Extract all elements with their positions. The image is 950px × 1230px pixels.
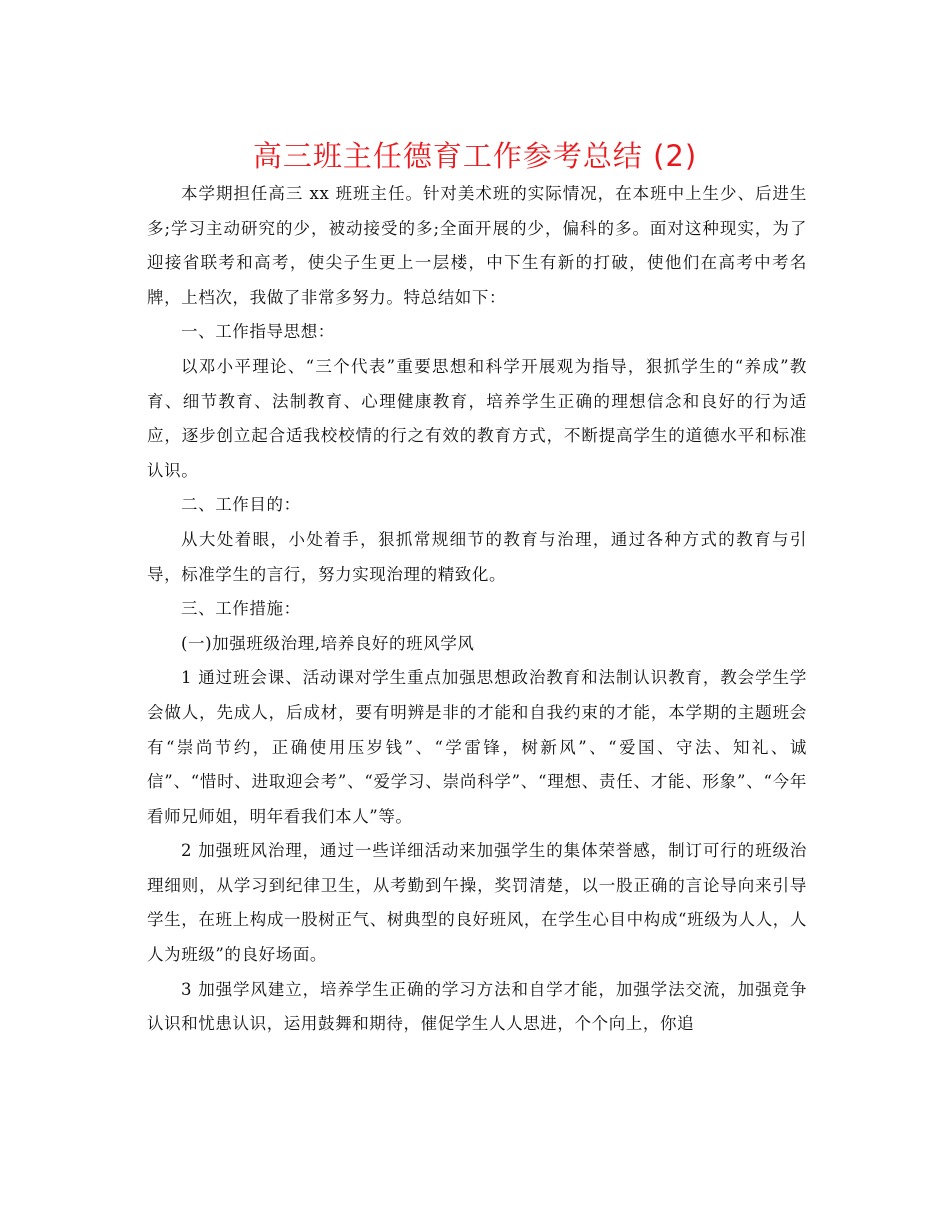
document-body [147,177,807,1042]
section-heading-guiding-ideas: 一、工作指导思想： [181,322,335,342]
document-title: 高三班主任德育工作参考总结 (2) [252,139,698,173]
measure-paragraph-2: 2 加强班风治理，通过一些详细活动来加强学生的集体荣誉感，制订可行的班级治理细则，从学习到纪律卫生，从考勤到午操，奖罚清楚，以一股正确的言论导向来引导学生，在班上构成一股树正气、树典型的良好班风，在学生心目中构成“班级为人人，人人为班级”的良好场面。 [147,841,807,965]
measure-paragraph-1: 1 通过班会课、活动课对学生重点加强思想政治教育和法制认识教育，教会学生学会做人，先成人，后成材，要有明辨是非的才能和自我约束的才能，本学期的主题班会有“崇尚节约，正确使用压岁钱”、“学雷锋，树新风”、“爱国、守法、知礼、诚信”、“惜时、进取迎会考”、“爱学习、崇尚科学”、“理想、责任、才能、形象”、“今年看师兄师姐，明年看我们本人”等。 [147,668,807,826]
subsection-heading-class-management: (一)加强班级治理,培养良好的班风学风 [181,633,475,653]
measure-paragraph-3: 3 加强学风建立，培养学生正确的学习方法和自学才能，加强学法交流，加强竞争认识和忧患认识，运用鼓舞和期待，催促学生人人思进，个个向上，你追 [147,979,807,1034]
intro-paragraph: 本学期担任高三 xx 班班主任。针对美术班的实际情况，在本班中上生少、后进生多;学习主动研究的少，被动接受的多;全面开展的少，偏科的多。面对这种现实，为了迎接省联考和高考，使尖子生更上一层楼，中下生有新的打破，使他们在高考中考名牌，上档次，我做了非常多努力。特总结如下： [147,184,807,307]
goals-paragraph: 从大处着眼，小处着手，狠抓常规细节的教育与治理，通过各种方式的教育与引导，标准学生的言行，努力实现治理的精致化。 [147,529,807,584]
section-heading-goals: 二、工作目的： [181,495,301,515]
section-heading-measures: 三、工作措施： [181,599,301,619]
guiding-ideas-paragraph: 以邓小平理论、“三个代表”重要思想和科学开展观为指导，狠抓学生的“养成”教育、细节教育、法制教育、心理健康教育，培养学生正确的理想信念和良好的行为适应，逐步创立起合适我校校情的行之有效的教育方式，不断提高学生的道德水平和标准认识。 [147,356,807,480]
